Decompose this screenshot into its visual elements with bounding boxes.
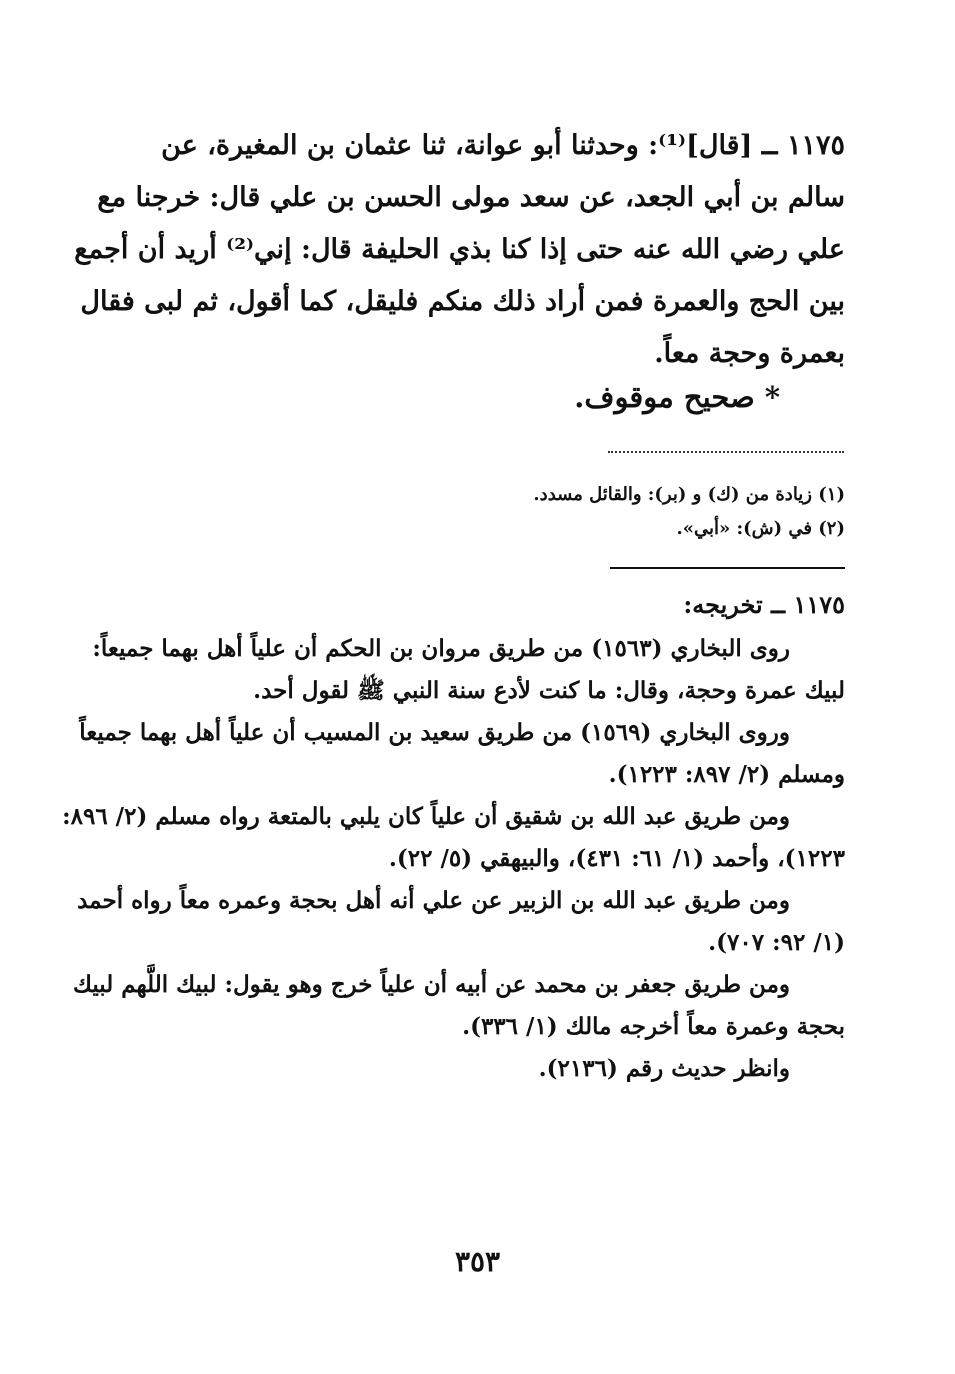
takhrij-line: ١٢٢٣)، وأحمد (١/ ٦١: ٤٣١)، والبيهقي (٥/ ٢٢). — [388, 845, 845, 872]
takhrij-line: ومن طريق عبد الله بن الزبير عن علي أنه أهل بحجة وعمره معاً رواه أحمد — [77, 887, 790, 914]
hadith-line: بعمرة وحجة معاً. — [654, 338, 845, 369]
hadith-line: سالم بن أبي الجعد، عن سعد مولى الحسن بن علي قال: خرجنا مع — [97, 182, 845, 213]
takhrij-line: (١/ ٩٢: ٧٠٧). — [708, 929, 845, 956]
takhrij-line: روى البخاري (١٥٦٣) من طريق مروان بن الحكم أن علياً أهل بهما جميعاً: — [92, 635, 790, 662]
hadith-line: علي رضي الله عنه حتى إذا كنا بذي الحليفة قال: إني⁽²⁾ أريد أن أجمع — [74, 234, 845, 265]
hadith-line: ١١٧٥ ــ [قال]⁽¹⁾: وحدثنا أبو عوانة، ثنا عثمان بن المغيرة، عن — [161, 130, 845, 161]
hadith-line: بين الحج والعمرة فمن أراد ذلك منكم فليقل، كما أقول، ثم لبى فقال — [80, 286, 845, 317]
page-number: ٣٥٣ — [454, 1245, 501, 1278]
footnote: (٢) في (ش): «أبي». — [676, 518, 845, 539]
section-divider — [610, 567, 845, 569]
takhrij-line: لبيك عمرة وحجة، وقال: ما كنت لأدع سنة النبي ﷺ لقول أحد. — [253, 677, 845, 704]
footnotes — [110, 478, 845, 546]
takhrij-line: ومن طريق جعفر بن محمد عن أبيه أن علياً خرج وهو يقول: لبيك اللَّهم لبيك — [72, 971, 790, 998]
takhrij-line: وروى البخاري (١٥٦٩) من طريق سعيد بن المسيب أن علياً أهل بهما جميعاً — [79, 719, 790, 746]
takhrij-line: بحجة وعمرة معاً أخرجه مالك (١/ ٣٣٦). — [462, 1013, 845, 1040]
takhrij-heading: ١١٧٥ ــ تخريجه: — [683, 590, 845, 619]
takhrij-text — [62, 628, 845, 1090]
takhrij-line: ومن طريق عبد الله بن شقيق أن علياً كان يلبي بالمتعة رواه مسلم (٢/ ٨٩٦: — [62, 803, 790, 830]
takhrij-line: ومسلم (٢/ ٨٩٧: ١٢٢٣). — [608, 761, 845, 788]
hadith-verdict: * صحيح موقوف. — [574, 380, 780, 414]
takhrij-line: وانظر حديث رقم (٢١٣٦). — [538, 1055, 790, 1082]
footnote-separator — [608, 451, 844, 461]
footnote: (١) زيادة من (ك) و (بر): والقائل مسدد. — [533, 484, 845, 505]
hadith-text — [74, 120, 845, 380]
